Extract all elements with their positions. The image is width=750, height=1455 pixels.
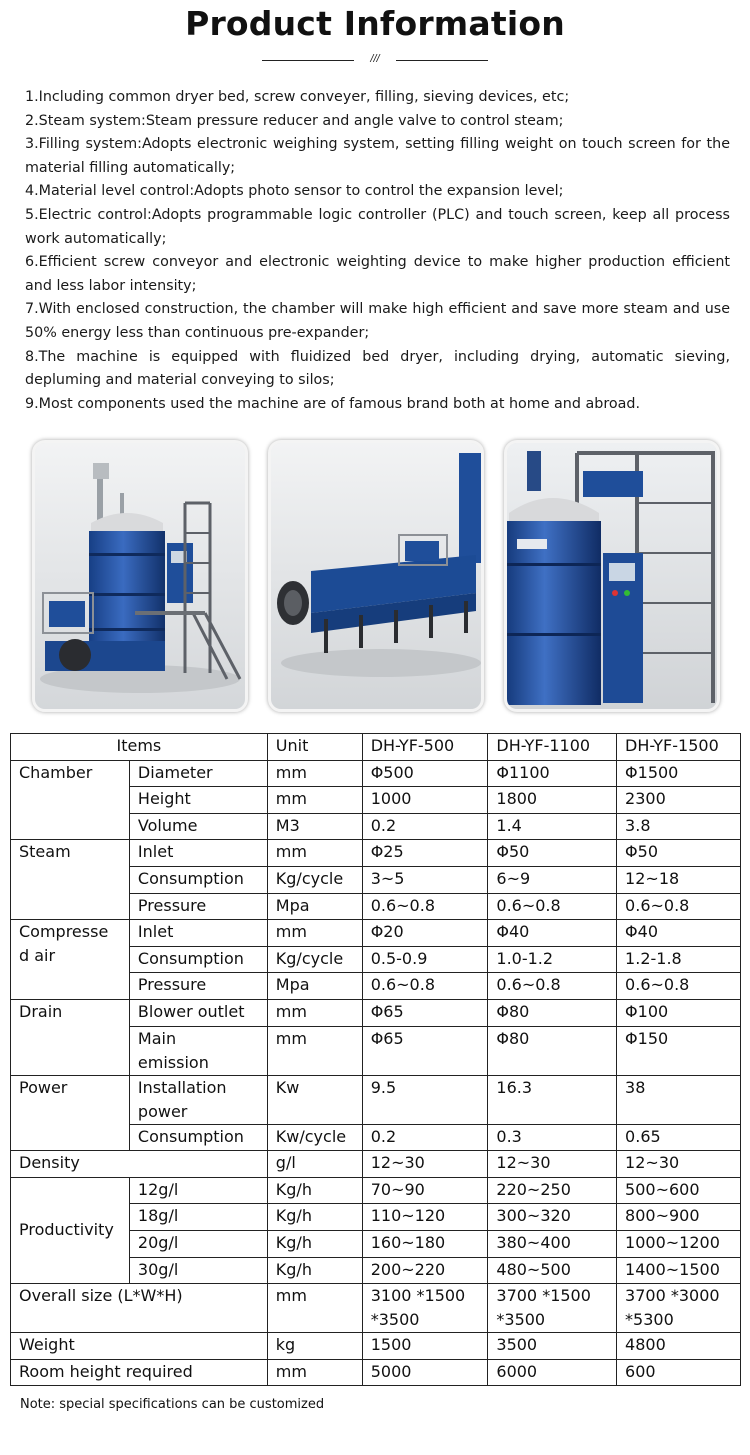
value-cell: Φ25 — [362, 840, 488, 867]
machine-photos — [0, 440, 750, 715]
feature-item: 8.The machine is equipped with fluidized bed dryer, including drying, automatic sieving, depluming and material conveying to silos; — [25, 348, 730, 389]
feature-item: 5.Electric control:Adopts programmable logic controller (PLC) and touch screen, keep all process work automatically; — [25, 206, 730, 247]
param-label: Inlet — [129, 840, 267, 867]
value-cell: Φ40 — [617, 920, 741, 947]
param-label: Overall size (L*W*H) — [11, 1284, 268, 1333]
machine-photo-3 — [504, 440, 720, 712]
value-cell: Φ500 — [362, 760, 488, 787]
page-title: Product Information — [185, 4, 565, 43]
value-cell: 4800 — [617, 1333, 741, 1360]
value-cell: 12~18 — [617, 866, 741, 893]
param-label: Weight — [11, 1333, 268, 1360]
param-label: 18g/l — [129, 1204, 267, 1231]
table-row — [11, 1177, 741, 1204]
value-cell: Φ65 — [362, 999, 488, 1026]
feature-item: 4.Material level control:Adopts photo sensor to control the expansion level; — [25, 183, 564, 200]
value-cell: 2300 — [617, 787, 741, 814]
header-unit: Unit — [267, 734, 362, 761]
table-row — [11, 760, 741, 787]
value-cell: 1.4 — [488, 813, 617, 840]
value-cell: 70~90 — [362, 1177, 488, 1204]
header-model: DH-YF-1500 — [617, 734, 741, 761]
table-row — [11, 920, 741, 947]
value-cell: Φ50 — [617, 840, 741, 867]
value-cell: 600 — [617, 1359, 741, 1386]
unit-cell: Kg/h — [267, 1230, 362, 1257]
unit-cell: Mpa — [267, 973, 362, 1000]
value-cell: Φ50 — [488, 840, 617, 867]
table-row — [11, 1284, 741, 1333]
param-label: Blower outlet — [129, 999, 267, 1026]
value-cell: 3.8 — [617, 813, 741, 840]
divider-mark: /// — [370, 53, 380, 65]
value-cell: 6000 — [488, 1359, 617, 1386]
unit-cell: Kw — [267, 1075, 362, 1124]
value-cell: Φ80 — [488, 999, 617, 1026]
param-label: Volume — [129, 813, 267, 840]
group-label — [11, 920, 130, 1000]
table-row — [11, 1075, 741, 1124]
value-cell: 38 — [617, 1075, 741, 1124]
value-cell: 12~30 — [488, 1151, 617, 1178]
param-label-line: Installation — [137, 1077, 227, 1097]
unit-cell: mm — [267, 787, 362, 814]
value-cell — [362, 1284, 488, 1333]
value-cell: 3500 — [488, 1333, 617, 1360]
feature-list — [25, 86, 730, 416]
machine-illustration — [35, 443, 245, 709]
value-line: *3500 — [496, 1310, 546, 1330]
header-items: Items — [11, 734, 268, 761]
value-cell: Φ40 — [488, 920, 617, 947]
spec-table — [10, 733, 741, 1386]
value-cell: 12~30 — [617, 1151, 741, 1178]
param-label: Consumption — [129, 946, 267, 973]
value-cell: 12~30 — [362, 1151, 488, 1178]
value-cell: 1000~1200 — [617, 1230, 741, 1257]
footnote: Note: special specifications can be customized — [20, 1397, 325, 1412]
value-cell: 6~9 — [488, 866, 617, 893]
value-cell: 480~500 — [488, 1257, 617, 1284]
unit-cell: M3 — [267, 813, 362, 840]
value-cell: 0.65 — [617, 1124, 741, 1151]
value-cell: 110~120 — [362, 1204, 488, 1231]
param-label: Diameter — [129, 760, 267, 787]
unit-cell: mm — [267, 1284, 362, 1333]
param-label: Height — [129, 787, 267, 814]
param-label: Consumption — [129, 1124, 267, 1151]
value-cell: 300~320 — [488, 1204, 617, 1231]
unit-cell: mm — [267, 999, 362, 1026]
unit-cell: Kw/cycle — [267, 1124, 362, 1151]
unit-cell: Kg/h — [267, 1257, 362, 1284]
machine-photo-2 — [268, 440, 484, 712]
value-cell: 3~5 — [362, 866, 488, 893]
unit-cell: mm — [267, 760, 362, 787]
value-cell: 0.6~0.8 — [488, 973, 617, 1000]
param-label-line: Main — [137, 1028, 177, 1048]
unit-cell: kg — [267, 1333, 362, 1360]
value-cell: 0.6~0.8 — [362, 973, 488, 1000]
param-label: Pressure — [129, 893, 267, 920]
value-cell: 200~220 — [362, 1257, 488, 1284]
value-line: 3700 *3000 — [625, 1286, 720, 1306]
param-label: 20g/l — [129, 1230, 267, 1257]
unit-cell: mm — [267, 1026, 362, 1075]
machine-photo-1 — [32, 440, 248, 712]
group-label: Power — [11, 1075, 130, 1151]
value-cell: 160~180 — [362, 1230, 488, 1257]
param-label: Density — [11, 1151, 268, 1178]
table-row — [11, 1359, 741, 1386]
param-label-line: power — [137, 1101, 188, 1121]
param-label: Inlet — [129, 920, 267, 947]
param-label: 12g/l — [129, 1177, 267, 1204]
unit-cell: mm — [267, 920, 362, 947]
tank-illustration — [507, 443, 717, 709]
value-cell: 0.2 — [362, 1124, 488, 1151]
group-label: Productivity — [11, 1177, 130, 1283]
title-divider — [0, 53, 750, 69]
unit-cell: mm — [267, 840, 362, 867]
unit-cell: Kg/h — [267, 1204, 362, 1231]
value-cell: Φ150 — [617, 1026, 741, 1075]
value-cell: 380~400 — [488, 1230, 617, 1257]
value-cell: 0.6~0.8 — [488, 893, 617, 920]
param-label: Room height required — [11, 1359, 268, 1386]
unit-cell: Kg/h — [267, 1177, 362, 1204]
feature-item: 3.Filling system:Adopts electronic weighing system, setting filling weight on touch screen for the material filling automatically; — [25, 136, 730, 176]
value-cell: 800~900 — [617, 1204, 741, 1231]
feature-item: 2.Steam system:Steam pressure reducer and angle valve to control steam; — [25, 112, 564, 129]
value-cell: Φ65 — [362, 1026, 488, 1075]
value-cell: 1800 — [488, 787, 617, 814]
group-label: Drain — [11, 999, 130, 1075]
table-row — [11, 1333, 741, 1360]
feature-item: 9.Most components used the machine are of famous brand both at home and abroad. — [25, 395, 641, 412]
feature-item: 6.Efficient screw conveyor and electronic weighting device to make higher production efficient and less labor intensity; — [25, 254, 730, 294]
group-label-line: d air — [19, 946, 56, 966]
value-cell: Φ1100 — [488, 760, 617, 787]
param-label: Consumption — [129, 866, 267, 893]
table-header-row — [11, 734, 741, 761]
value-cell: Φ20 — [362, 920, 488, 947]
unit-cell: g/l — [267, 1151, 362, 1178]
value-cell: Φ80 — [488, 1026, 617, 1075]
value-cell: 0.6~0.8 — [617, 973, 741, 1000]
value-cell: 0.6~0.8 — [617, 893, 741, 920]
value-line: 3100 *1500 — [370, 1286, 466, 1306]
value-line: *5300 — [625, 1310, 674, 1330]
group-label: Steam — [11, 840, 130, 920]
param-label — [129, 1026, 267, 1075]
value-cell: 500~600 — [617, 1177, 741, 1204]
value-cell: 1.0-1.2 — [488, 946, 617, 973]
param-label — [129, 1075, 267, 1124]
feature-item: 1.Including common dryer bed, screw conveyer, filling, sieving devices, etc; — [25, 89, 570, 105]
header-model: DH-YF-1100 — [488, 734, 617, 761]
value-cell: 9.5 — [362, 1075, 488, 1124]
value-cell — [488, 1284, 617, 1333]
value-cell: 0.2 — [362, 813, 488, 840]
param-label: 30g/l — [129, 1257, 267, 1284]
header-model: DH-YF-500 — [362, 734, 488, 761]
unit-cell: Kg/cycle — [267, 866, 362, 893]
value-line: *3500 — [370, 1310, 420, 1330]
table-row — [11, 840, 741, 867]
value-cell: 1500 — [362, 1333, 488, 1360]
value-cell: 1.2-1.8 — [617, 946, 741, 973]
table-row — [11, 999, 741, 1026]
unit-cell: mm — [267, 1359, 362, 1386]
divider-line-left — [262, 60, 354, 61]
value-cell: Φ1500 — [617, 760, 741, 787]
group-label: Chamber — [11, 760, 130, 840]
value-cell — [617, 1284, 741, 1333]
param-label: Pressure — [129, 973, 267, 1000]
value-cell: 1000 — [362, 787, 488, 814]
divider-line-right — [396, 60, 488, 61]
value-line: 3700 *1500 — [496, 1286, 591, 1306]
value-cell: 5000 — [362, 1359, 488, 1386]
value-cell: 0.6~0.8 — [362, 893, 488, 920]
dryer-illustration — [271, 443, 481, 709]
table-row — [11, 1151, 741, 1178]
unit-cell: Kg/cycle — [267, 946, 362, 973]
value-cell: 0.3 — [488, 1124, 617, 1151]
value-cell: 220~250 — [488, 1177, 617, 1204]
value-cell: Φ100 — [617, 999, 741, 1026]
value-cell: 1400~1500 — [617, 1257, 741, 1284]
param-label-line: emission — [137, 1052, 209, 1072]
unit-cell: Mpa — [267, 893, 362, 920]
group-label-line: Compresse — [19, 922, 109, 942]
value-cell: 0.5-0.9 — [362, 946, 488, 973]
value-cell: 16.3 — [488, 1075, 617, 1124]
feature-item: 7.With enclosed construction, the chamber will make high efficient and save more steam and use 50% energy less than continuous pre-expander; — [25, 301, 730, 341]
